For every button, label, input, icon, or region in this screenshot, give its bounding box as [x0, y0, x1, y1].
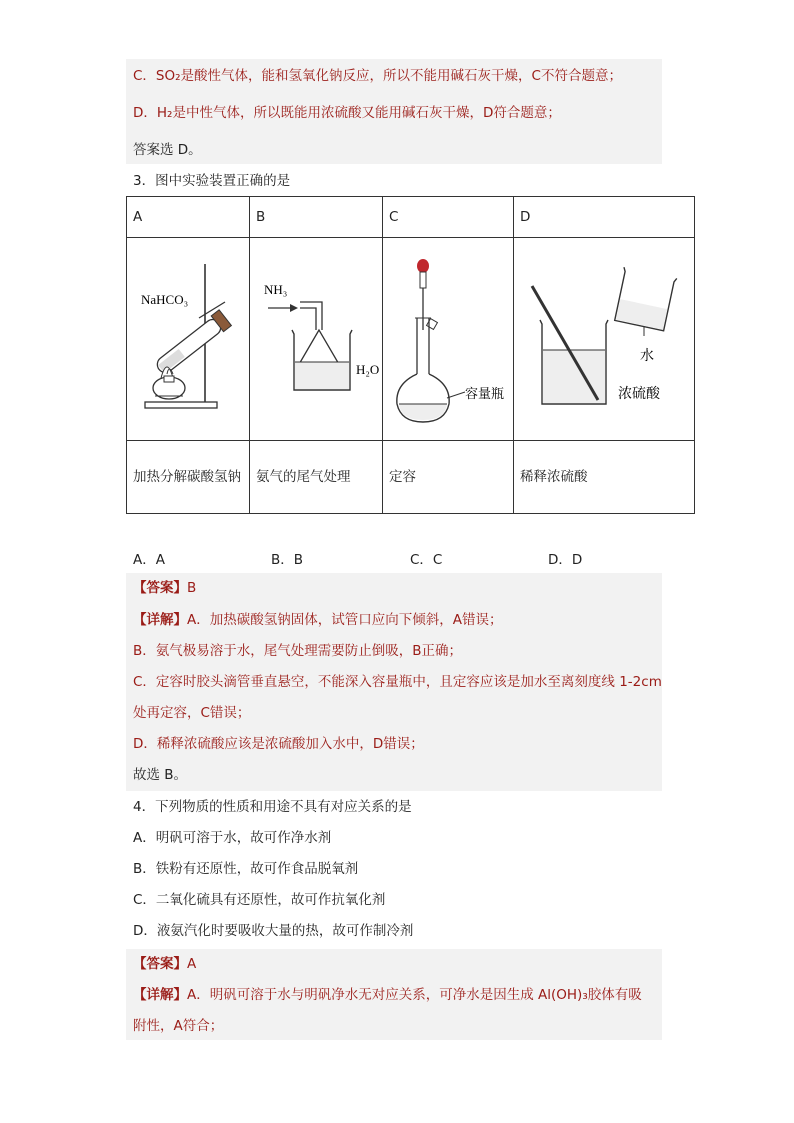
q3-table — [126, 196, 695, 514]
q3-detail-b: B．氨气极易溶于水，尾气处理需要防止倒吸，B正确； — [133, 643, 463, 659]
q4-option-c: C．二氧化硫具有还原性，故可作抗氧化剂 — [133, 892, 386, 908]
ammonia-absorption-figure — [256, 238, 380, 436]
nh3-label: NH₃ — [264, 282, 288, 297]
volumetric-flask-figure — [389, 238, 507, 436]
q3-detail-c1: C．定容时胶头滴管垂直悬空，不能深入容量瓶中，且定容应该是加水至离刻度线 1-2cm — [133, 674, 662, 690]
acid-label: 浓硫酸 — [618, 387, 660, 402]
q3-figure-d — [514, 238, 695, 441]
q3-caption-a: 加热分解碳酸氢钠 — [127, 441, 250, 514]
q3-option-b: B．B — [271, 552, 304, 568]
q3-answer — [133, 578, 196, 598]
answer-value: A — [187, 956, 197, 972]
q3-caption-b: 氨气的尾气处理 — [250, 441, 383, 514]
answer-tag: 【答案】 — [133, 956, 187, 972]
q4-option-d: D．液氨汽化时要吸收大量的热，故可作制冷剂 — [133, 923, 414, 939]
q3-option-d: D．D — [548, 552, 583, 568]
q3-stem: 3．图中实验装置正确的是 — [133, 173, 291, 189]
q3-figure-b — [250, 238, 383, 441]
water-label: 水 — [640, 349, 654, 364]
q3-conclusion: 故选 B。 — [133, 767, 188, 783]
dilution-figure — [520, 238, 688, 436]
prev-answer-c: C．SO₂是酸性气体，能和氢氧化钠反应，所以不能用碱石灰干燥，C不符合题意； — [133, 68, 622, 84]
detail-a1-text: A．明矾可溶于水与明矾净水无对应关系，可净水是因生成 Al(OH)₃胶体有吸 — [187, 987, 642, 1003]
q3-header-d: D — [514, 197, 695, 238]
detail-tag: 【详解】 — [133, 987, 187, 1003]
q4-detail-a2: 附性，A符合； — [133, 1018, 224, 1034]
q3-caption-d: 稀释浓硫酸 — [514, 441, 695, 514]
q4-stem: 4．下列物质的性质和用途不具有对应关系的是 — [133, 799, 412, 815]
answer-value: B — [187, 580, 197, 596]
answer-tag: 【答案】 — [133, 580, 187, 596]
detail-a-text: A．加热碳酸氢钠固体，试管口应向下倾斜，A错误； — [187, 612, 503, 628]
q3-figure-c — [383, 238, 514, 441]
q4-option-b: B．铁粉有还原性，故可作食品脱氧剂 — [133, 861, 359, 877]
q3-figure-a — [127, 238, 250, 441]
q3-detail-d: D．稀释浓硫酸应该是浓硫酸加入水中，D错误； — [133, 736, 424, 752]
q3-header-a: A — [127, 197, 250, 238]
q3-detail-a — [133, 610, 502, 630]
prev-answer-end: 答案选 D。 — [133, 142, 202, 158]
q3-detail-c2: 处再定容，C错误； — [133, 705, 251, 721]
q3-caption-c: 定容 — [383, 441, 514, 514]
nahco3-label: NaHCO₃ — [141, 292, 189, 307]
q3-header-b: B — [250, 197, 383, 238]
h2o-label: H₂O — [356, 362, 380, 377]
q3-header-c: C — [383, 197, 514, 238]
q4-answer — [133, 954, 196, 974]
q3-option-a: A．A — [133, 552, 165, 568]
prev-answer-d: D．H₂是中性气体，所以既能用浓硫酸又能用碱石灰干燥，D符合题意； — [133, 105, 561, 121]
q4-option-a: A．明矾可溶于水，故可作净水剂 — [133, 830, 332, 846]
flask-label: 容量瓶 — [465, 386, 505, 401]
detail-tag: 【详解】 — [133, 612, 187, 628]
q3-option-c: C．C — [410, 552, 443, 568]
q4-detail-a1 — [133, 985, 642, 1005]
heating-tube-figure — [133, 238, 243, 436]
